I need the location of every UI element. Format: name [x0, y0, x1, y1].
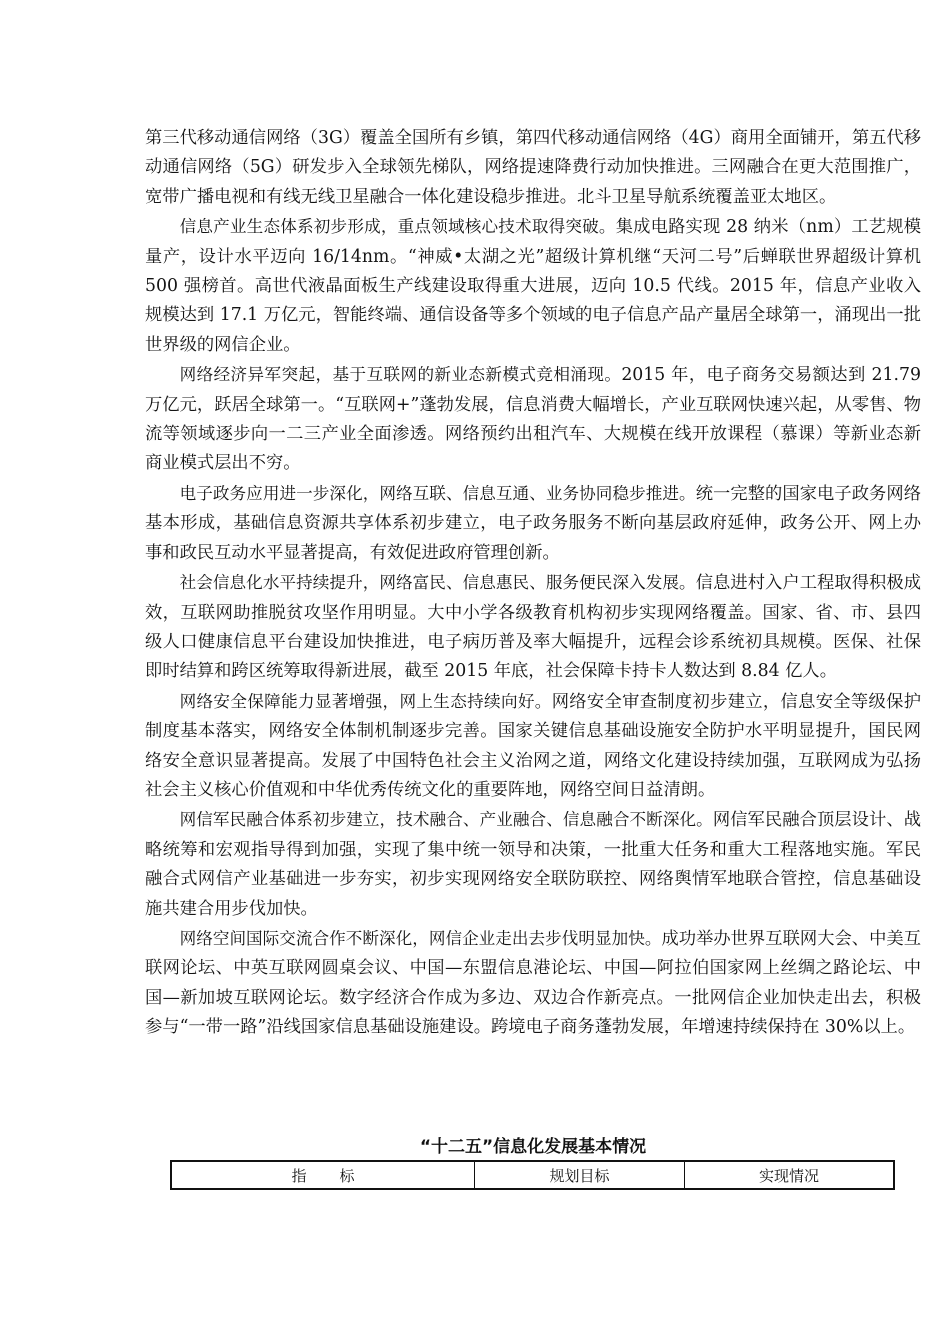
- paragraph-2: [145, 212, 921, 360]
- column-header-indicator: 指标: [172, 1162, 475, 1188]
- paragraph-text: 成功举办世界互联网大会、中美互联网论坛、中英互联网圆桌会议、中国—东盟信息港论坛、中国—阿拉伯国家网上丝绸之路论坛、中国—新加坡互联网论坛。数字经济合作成为多边、双边合作新亮点。一批网信企业加快走出去，积极参与“一带一路”沿线国家信息基础设施建设。跨境电子商务蓬勃发展，年增速持续保持在 30%以上。: [145, 928, 921, 1038]
- paragraph-7: [145, 805, 921, 924]
- summary-table-header: [170, 1160, 895, 1190]
- paragraph-lead: 网络安全保障能力显著增强，网上生态持续向好。: [179, 691, 552, 711]
- column-header-actual: 实现情况: [758, 1166, 819, 1185]
- paragraph-text: 集成电路实现 28 纳米（nm）工艺规模量产，设计水平迈向 16/14nm。“神威•太湖之光”超级计算机继“天河二号”后蝉联世界超级计算机 500 强榜首。高世代液晶面板生产线建设取得重大进展，迈向 10.5 代线。2015 年，信息产业收入规模达到 17.1 万亿元，智能终端、通信设备等多个领域的电子信息产品产量居全球第一，涌现出一批世界级的网信企业。: [145, 217, 922, 355]
- paragraph-5: [145, 568, 921, 687]
- paragraph-lead: 网信军民融合体系初步建立，技术融合、产业融合、信息融合不断深化。: [179, 810, 713, 830]
- paragraph-lead: 社会信息化水平持续提升，网络富民、信息惠民、服务便民深入发展。: [179, 573, 696, 593]
- document-body: [145, 124, 921, 1043]
- paragraph-lead: 网络经济异军突起，基于互联网的新业态新模式竞相涌现。: [179, 365, 622, 385]
- paragraph-lead: 信息产业生态体系初步形成，重点领域核心技术取得突破。: [179, 217, 616, 237]
- paragraph-lead: 电子政务应用进一步深化，网络互联、信息互通、业务协同稳步推进。: [179, 483, 696, 503]
- paragraph-6: [145, 687, 921, 806]
- paragraph-text: 网信军民融合顶层设计、战略统筹和宏观指导得到加强，实现了集中统一领导和决策，一批重大任务和重大工程落地实施。军民融合式网信产业基础进一步夯实，初步实现网络安全联防联控、网络舆情军地联合管控，信息基础设施共建合用步伐加快。: [145, 810, 921, 919]
- paragraph-8: [145, 924, 921, 1043]
- paragraph-text: 网络安全审查制度初步建立，信息安全等级保护制度基本落实，网络安全体制机制逐步完善。国家关键信息基础设施安全防护水平明显提升，国民网络安全意识显著提高。发展了中国特色社会主义治网之道，网络文化建设持续加强，互联网成为弘扬社会主义核心价值观和中华优秀传统文化的重要阵地，网络空间日益清朗。: [145, 691, 921, 800]
- paragraph-text: 信息进村入户工程取得积极成效，互联网助推脱贫攻坚作用明显。大中小学各级教育机构初步实现网络覆盖。国家、省、市、县四级人口健康信息平台建设加快推进，电子病历普及率大幅提升，远程会诊系统初具规模。医保、社保即时结算和跨区统筹取得新进展，截至 2015 年底，社会保障卡持卡人数达到 8.84 亿人。: [145, 573, 921, 682]
- paragraph-4: [145, 479, 921, 568]
- paragraph-lead: 网络空间国际交流合作不断深化，网信企业走出去步伐明显加快。: [179, 928, 662, 948]
- table-title: “十二五”信息化发展基本情况: [419, 1137, 647, 1157]
- paragraph-1: [145, 124, 921, 212]
- paragraph-text: 第三代移动通信网络（3G）覆盖全国所有乡镇，第四代移动通信网络（4G）商用全面铺开，第五代移动通信网络（5G）研发步入全球领先梯队，网络提速降费行动加快推进。三网融合在更大范围推广，宽带广播电视和有线无线卫星融合一体化建设稳步推进。北斗卫星导航系统覆盖亚太地区。: [145, 128, 921, 207]
- column-header-plan-target: 规划目标: [475, 1162, 685, 1188]
- paragraph-text: 统一完整的国家电子政务网络基本形成，基础信息资源共享体系初步建立，电子政务服务不断向基层政府延伸，政务公开、网上办事和政民互动水平显著提高，有效促进政府管理创新。: [145, 483, 921, 563]
- paragraph-3: [145, 360, 921, 479]
- paragraph-text: 2015 年，电子商务交易额达到 21.79 万亿元，跃居全球第一。“互联网+”蓬勃发展，信息消费大幅增长，产业互联网快速兴起，从零售、物流等领域逐步向一二三产业全面渗透。网络预约出租汽车、大规模在线开放课程（慕课）等新业态新商业模式层出不穷。: [145, 365, 921, 474]
